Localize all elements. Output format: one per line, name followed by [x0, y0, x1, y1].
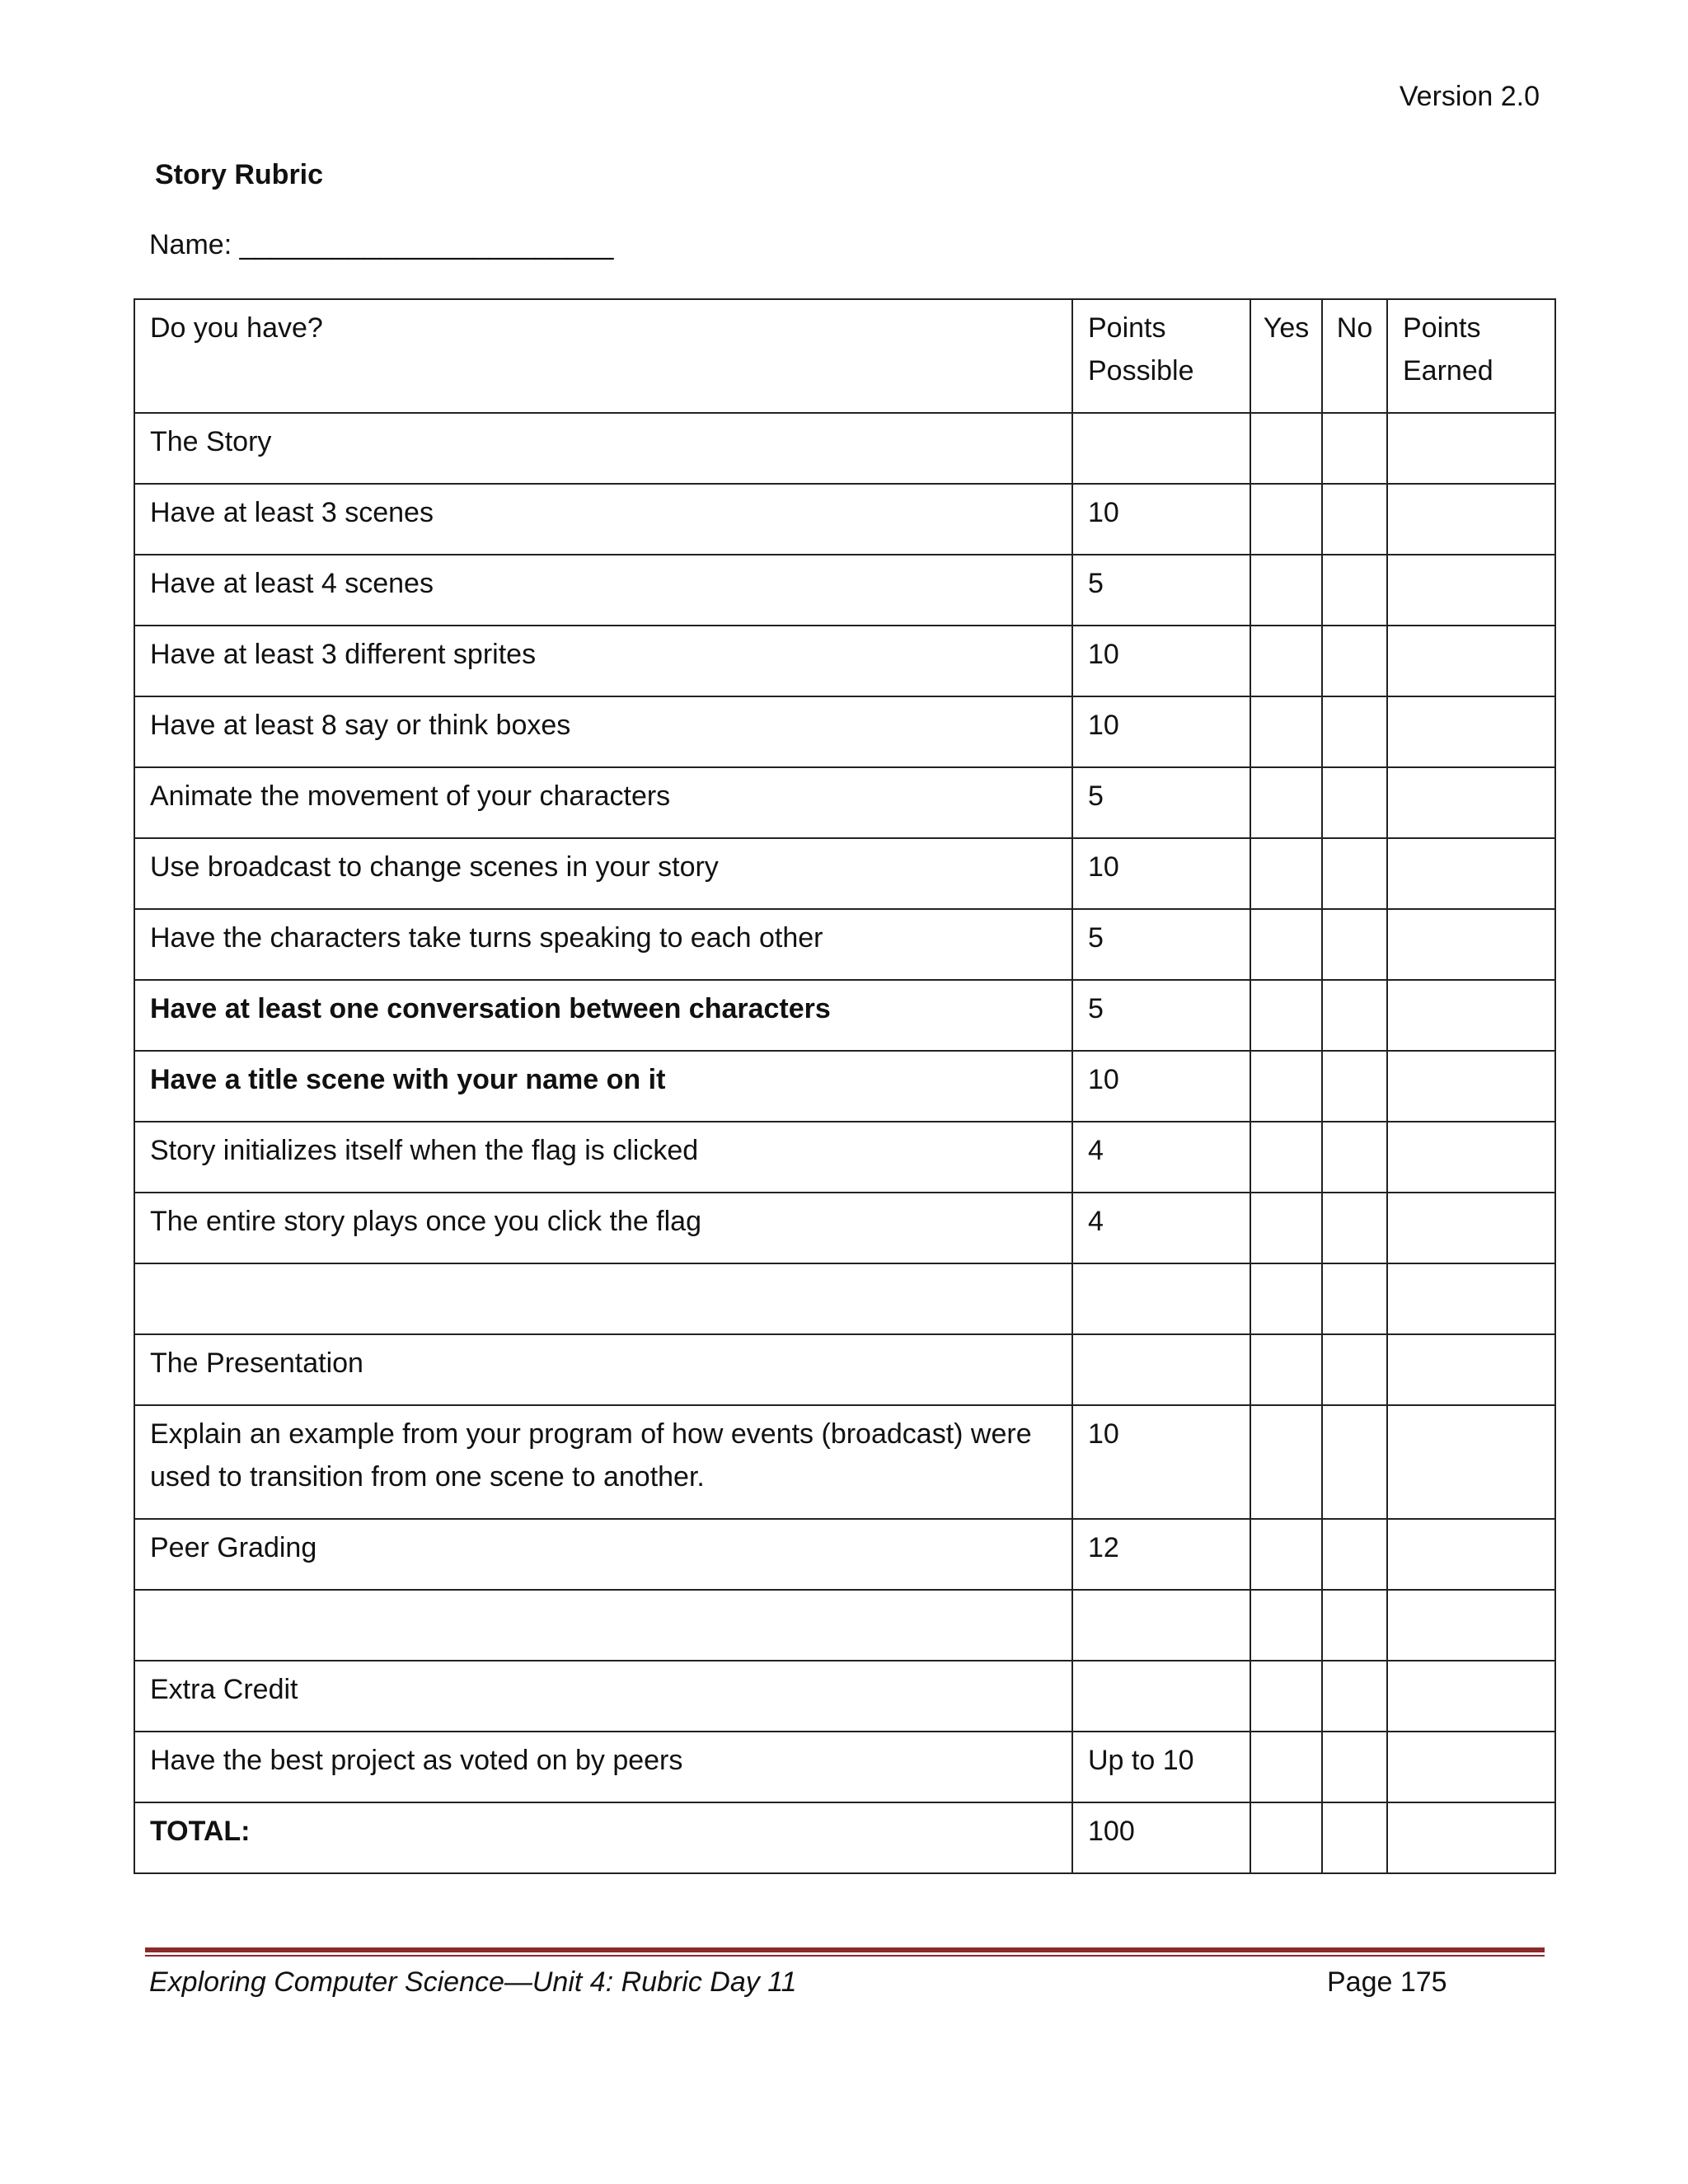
- no-cell[interactable]: [1322, 1405, 1387, 1519]
- earned-cell[interactable]: [1387, 1590, 1555, 1661]
- table-row: [134, 838, 1555, 909]
- table-row: [134, 1590, 1555, 1661]
- points-cell: 10: [1072, 484, 1250, 555]
- earned-cell[interactable]: [1387, 1732, 1555, 1802]
- earned-cell[interactable]: [1387, 626, 1555, 696]
- criteria-cell: The Presentation: [134, 1334, 1072, 1405]
- table-row: [134, 484, 1555, 555]
- header-points-possible: Points Possible: [1072, 299, 1250, 413]
- table-header-row: [134, 299, 1555, 413]
- table-row: [134, 1732, 1555, 1802]
- yes-cell[interactable]: [1250, 696, 1322, 767]
- earned-cell[interactable]: [1387, 555, 1555, 626]
- table-row: [134, 696, 1555, 767]
- yes-cell[interactable]: [1250, 484, 1322, 555]
- table-row: [134, 1122, 1555, 1193]
- criteria-cell: Have the characters take turns speaking to each other: [134, 909, 1072, 980]
- yes-cell[interactable]: [1250, 1051, 1322, 1122]
- points-cell: 10: [1072, 626, 1250, 696]
- yes-cell[interactable]: [1250, 1193, 1322, 1263]
- earned-cell[interactable]: [1387, 1519, 1555, 1590]
- header-yes: Yes: [1250, 299, 1322, 413]
- no-cell[interactable]: [1322, 626, 1387, 696]
- yes-cell[interactable]: [1250, 1590, 1322, 1661]
- header-criteria: Do you have?: [134, 299, 1072, 413]
- yes-cell[interactable]: [1250, 1122, 1322, 1193]
- points-cell: Up to 10: [1072, 1732, 1250, 1802]
- yes-cell[interactable]: [1250, 838, 1322, 909]
- earned-cell[interactable]: [1387, 909, 1555, 980]
- total-label: TOTAL:: [134, 1802, 1072, 1873]
- points-cell: 10: [1072, 696, 1250, 767]
- table-row: [134, 980, 1555, 1051]
- no-cell[interactable]: [1322, 909, 1387, 980]
- points-cell: [1072, 1590, 1250, 1661]
- yes-cell[interactable]: [1250, 555, 1322, 626]
- points-cell: 5: [1072, 980, 1250, 1051]
- page-number: Page 175: [1327, 1966, 1447, 1998]
- table-row: [134, 1405, 1555, 1519]
- no-cell[interactable]: [1322, 555, 1387, 626]
- no-cell[interactable]: [1322, 980, 1387, 1051]
- yes-cell[interactable]: [1250, 1334, 1322, 1405]
- yes-cell[interactable]: [1250, 980, 1322, 1051]
- table-row-total: [134, 1802, 1555, 1873]
- footer-course-title: Exploring Computer Science—Unit 4: Rubric Day 11: [149, 1966, 797, 1998]
- total-points: 100: [1072, 1802, 1250, 1873]
- earned-cell[interactable]: [1387, 696, 1555, 767]
- yes-cell[interactable]: [1250, 1519, 1322, 1590]
- table-row: [134, 1263, 1555, 1334]
- earned-cell[interactable]: [1387, 1263, 1555, 1334]
- no-cell[interactable]: [1322, 413, 1387, 484]
- no-cell[interactable]: [1322, 1334, 1387, 1405]
- table-row: [134, 767, 1555, 838]
- name-field-line: Name: ________________________: [149, 229, 614, 260]
- earned-cell[interactable]: [1387, 1802, 1555, 1873]
- criteria-cell: Have at least 8 say or think boxes: [134, 696, 1072, 767]
- footer-divider-thin: [145, 1955, 1545, 1957]
- criteria-cell: Have at least 3 different sprites: [134, 626, 1072, 696]
- no-cell[interactable]: [1322, 1193, 1387, 1263]
- earned-cell[interactable]: [1387, 1193, 1555, 1263]
- table-row: [134, 1519, 1555, 1590]
- header-no: No: [1322, 299, 1387, 413]
- criteria-cell: Extra Credit: [134, 1661, 1072, 1732]
- yes-cell[interactable]: [1250, 1732, 1322, 1802]
- footer-divider: [145, 1947, 1545, 1952]
- earned-cell[interactable]: [1387, 1661, 1555, 1732]
- criteria-cell: Have at least 3 scenes: [134, 484, 1072, 555]
- no-cell[interactable]: [1322, 767, 1387, 838]
- points-cell: 5: [1072, 767, 1250, 838]
- no-cell[interactable]: [1322, 1519, 1387, 1590]
- criteria-cell: Use broadcast to change scenes in your story: [134, 838, 1072, 909]
- earned-cell[interactable]: [1387, 413, 1555, 484]
- yes-cell[interactable]: [1250, 413, 1322, 484]
- header-points-earned: Points Earned: [1387, 299, 1555, 413]
- criteria-cell: Peer Grading: [134, 1519, 1072, 1590]
- table-row: [134, 413, 1555, 484]
- no-cell[interactable]: [1322, 1051, 1387, 1122]
- earned-cell[interactable]: [1387, 1051, 1555, 1122]
- table-row: [134, 1661, 1555, 1732]
- points-cell: 4: [1072, 1122, 1250, 1193]
- criteria-cell: The entire story plays once you click the flag: [134, 1193, 1072, 1263]
- no-cell[interactable]: [1322, 838, 1387, 909]
- points-cell: [1072, 413, 1250, 484]
- earned-cell[interactable]: [1387, 484, 1555, 555]
- criteria-cell: Story initializes itself when the flag is clicked: [134, 1122, 1072, 1193]
- criteria-cell: Have a title scene with your name on it: [134, 1051, 1072, 1122]
- earned-cell[interactable]: [1387, 838, 1555, 909]
- version-label: Version 2.0: [1399, 81, 1540, 112]
- points-cell: [1072, 1263, 1250, 1334]
- no-cell[interactable]: [1322, 696, 1387, 767]
- points-cell: 4: [1072, 1193, 1250, 1263]
- points-cell: 10: [1072, 838, 1250, 909]
- criteria-cell: Have at least 4 scenes: [134, 555, 1072, 626]
- earned-cell[interactable]: [1387, 1405, 1555, 1519]
- no-cell[interactable]: [1322, 1732, 1387, 1802]
- table-row: [134, 909, 1555, 980]
- no-cell[interactable]: [1322, 1263, 1387, 1334]
- points-cell: 10: [1072, 1051, 1250, 1122]
- criteria-cell: Explain an example from your program of how events (broadcast) were used to transition from one scene to another.: [134, 1405, 1072, 1519]
- yes-cell[interactable]: [1250, 767, 1322, 838]
- points-cell: [1072, 1334, 1250, 1405]
- earned-cell[interactable]: [1387, 980, 1555, 1051]
- rubric-table: [134, 298, 1556, 1874]
- table-row: [134, 1193, 1555, 1263]
- criteria-cell: [134, 1590, 1072, 1661]
- criteria-cell: Have at least one conversation between characters: [134, 980, 1072, 1051]
- criteria-cell: [134, 1263, 1072, 1334]
- table-row: [134, 626, 1555, 696]
- earned-cell[interactable]: [1387, 767, 1555, 838]
- no-cell[interactable]: [1322, 484, 1387, 555]
- no-cell[interactable]: [1322, 1590, 1387, 1661]
- points-cell: 10: [1072, 1405, 1250, 1519]
- earned-cell[interactable]: [1387, 1334, 1555, 1405]
- no-cell[interactable]: [1322, 1661, 1387, 1732]
- criteria-cell: Have the best project as voted on by peers: [134, 1732, 1072, 1802]
- yes-cell[interactable]: [1250, 1263, 1322, 1334]
- table-row: [134, 1334, 1555, 1405]
- points-cell: 5: [1072, 909, 1250, 980]
- points-cell: 12: [1072, 1519, 1250, 1590]
- no-cell[interactable]: [1322, 1802, 1387, 1873]
- yes-cell[interactable]: [1250, 1661, 1322, 1732]
- points-cell: 5: [1072, 555, 1250, 626]
- no-cell[interactable]: [1322, 1122, 1387, 1193]
- points-cell: [1072, 1661, 1250, 1732]
- yes-cell[interactable]: [1250, 909, 1322, 980]
- yes-cell[interactable]: [1250, 1405, 1322, 1519]
- table-row: [134, 1051, 1555, 1122]
- table-row: [134, 555, 1555, 626]
- yes-cell[interactable]: [1250, 1802, 1322, 1873]
- earned-cell[interactable]: [1387, 1122, 1555, 1193]
- page-title: Story Rubric: [155, 159, 324, 190]
- yes-cell[interactable]: [1250, 626, 1322, 696]
- criteria-cell: The Story: [134, 413, 1072, 484]
- criteria-cell: Animate the movement of your characters: [134, 767, 1072, 838]
